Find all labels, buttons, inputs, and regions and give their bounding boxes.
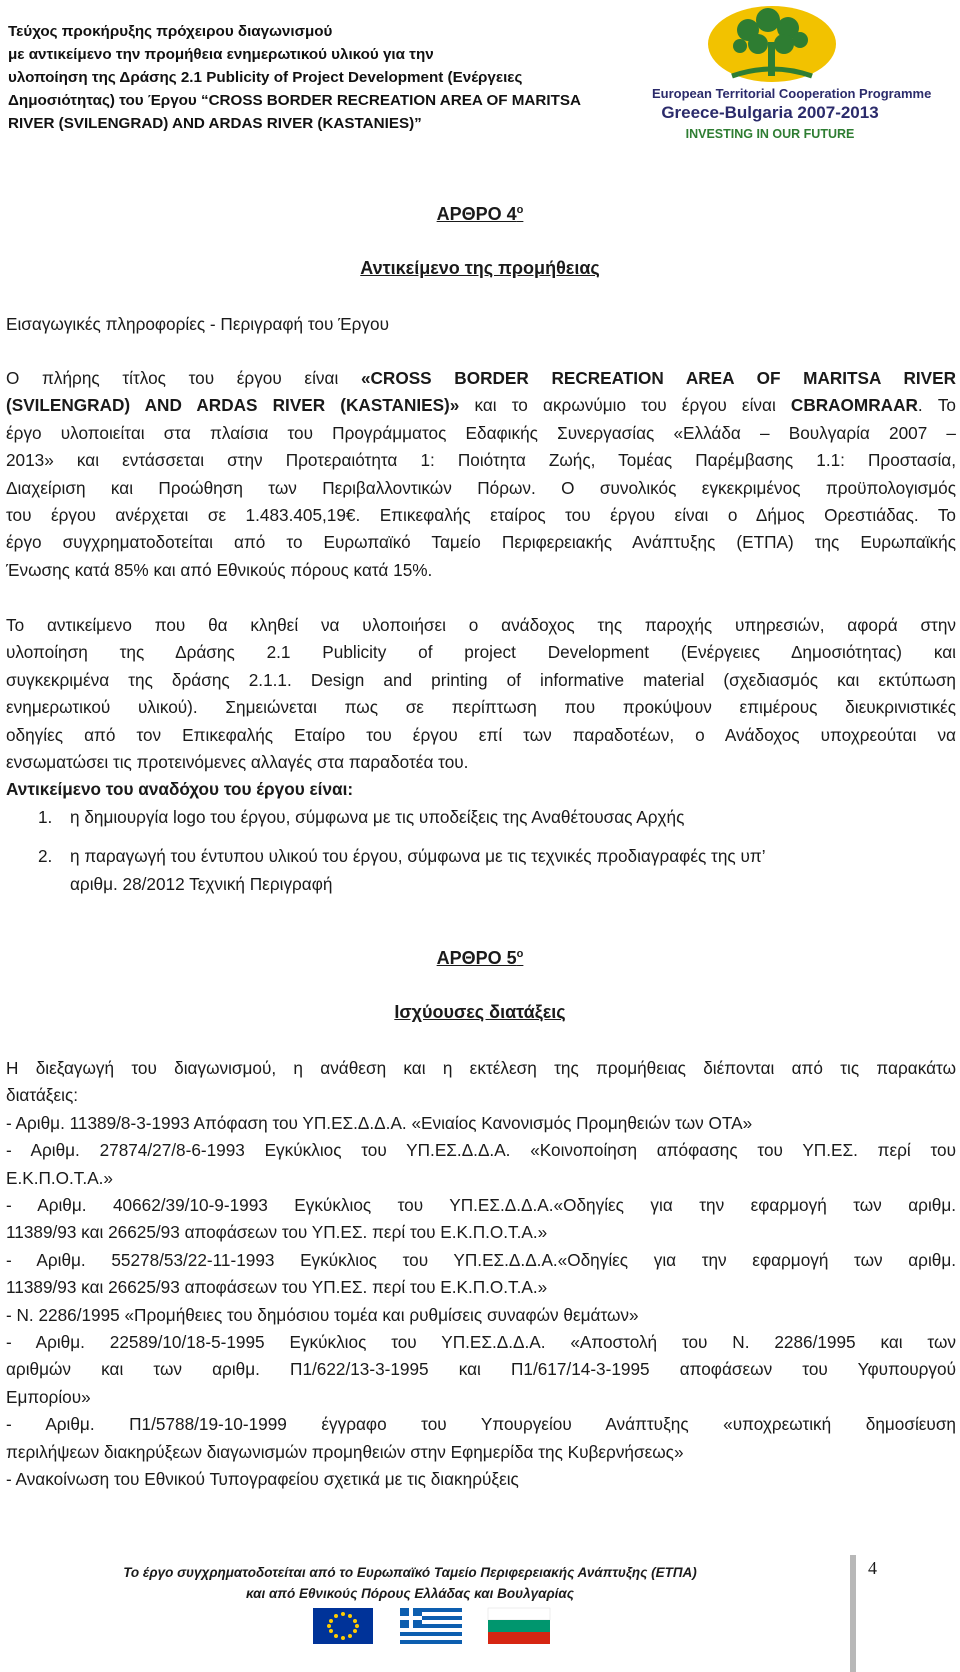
provision-line: διατάξεις: [6, 1085, 79, 1106]
contractor-subject-heading: Αντικείμενο του αναδόχου του έργου είναι: [6, 779, 354, 799]
footer-line-1: Το έργο συγχρηματοδοτείται από το Ευρωπαϊκό Ταμείο Περιφερειακής Ανάπτυξης (ΕΤΠΑ) [123, 1565, 697, 1580]
logo-line-1: European Territorial Cooperation Programme [652, 86, 932, 101]
subject-paragraph [6, 612, 956, 776]
article-5-heading-sup: ο [516, 948, 524, 960]
bulgaria-flag-icon [488, 1608, 550, 1644]
article-4-heading-text: ΑΡΘΡΟ 4 [436, 204, 517, 224]
footer-line-2: και από Εθνικούς Πόρους Ελλάδας και Βουλγαρίας [246, 1586, 574, 1601]
provision-line: - Αριθμ. 27874/27/8-6-1993 Εγκύκλιος του ΥΠ.ΕΣ.Δ.Δ.Α. «Κοινοποίηση απόφασης του ΥΠ.ΕΣ. περί του [6, 1140, 956, 1161]
provisions-list [6, 1055, 956, 1494]
logo-line-3: INVESTING IN OUR FUTURE [685, 127, 855, 141]
provision-line: - Ανακοίνωση του Εθνικού Τυπογραφείου σχετικά με τις διακηρύξεις [6, 1469, 519, 1490]
article-4-heading [0, 204, 960, 225]
greece-flag-icon [400, 1608, 462, 1644]
paragraph-line: έργο υλοποιείται στα πλαίσια του Προγράμματος Εδαφικής Συνεργασίας «Ελλάδα – Βουλγαρία 2007 – [6, 422, 956, 443]
programme-logo [652, 6, 932, 144]
provision-line: Ε.Κ.Π.Ο.Τ.Α.» [6, 1167, 113, 1188]
list-item-number: 1. [38, 807, 53, 827]
list-item-text: αριθμ. 28/2012 Τεχνική Περιγραφή [70, 873, 333, 894]
article-4-subheading: Αντικείμενο της προμήθειας [360, 258, 600, 278]
article-5-heading [0, 948, 960, 969]
logo-line-2: Greece-Bulgaria 2007-2013 [661, 103, 879, 122]
provision-line: αριθμών και των αριθμ. Π1/622/13-3-1995 και Π1/617/14-3-1995 αποφάσεων του Υφυπουργού [6, 1359, 956, 1380]
contractor-subject-list [6, 804, 956, 898]
paragraph-line: Ένωσης κατά 85% και από Εθνικούς πόρους κατά 15%. [6, 559, 433, 580]
list-item [6, 843, 956, 898]
paragraph-line: συγκεκριμένα της δράσης 2.1.1. Design and printing of informative material (σχεδιασμός και εκτύπωση [6, 669, 956, 690]
document-header-title [8, 20, 608, 135]
provision-line: 11389/93 και 26625/93 αποφάσεων του ΥΠ.ΕΣ. περί του Ε.Κ.Π.Ο.Τ.Α.» [6, 1222, 548, 1243]
list-item-text: η παραγωγή του έντυπου υλικού του έργου, σύμφωνα με τις τεχνικές προδιαγραφές της υπ’ [70, 846, 766, 867]
paragraph-line: Ο πλήρης τίτλος του έργου είναι «CROSS BORDER RECREATION AREA OF MARITSA RIVER [6, 368, 956, 388]
header-title-line: RIVER (SVILENGRAD) AND ARDAS RIVER (KASTANIES)” [8, 115, 422, 132]
project-description-paragraph [6, 365, 956, 584]
list-item-text: η δημιουργία logo του έργου, σύμφωνα με τις υποδείξεις της Αναθέτουσας Αρχής [70, 807, 685, 827]
header-title-line: υλοποίηση της Δράσης 2.1 Publicity of Project Development (Ενέργειες [8, 69, 523, 86]
provision-line: Η διεξαγωγή του διαγωνισμού, η ανάθεση και η εκτέλεση της προμήθειας διέπονται από τις παρακάτω [6, 1058, 956, 1078]
page-number: 4 [868, 1558, 877, 1578]
header-title-line: Δημοσιότητας) του Έργου “CROSS BORDER RECREATION AREA OF MARITSA [8, 92, 581, 109]
paragraph-line: ενημερωτικού υλικού). Σημειώνεται πως σε περίπτωση που προκύψουν επιμέρους διευκρινιστικές [6, 697, 956, 718]
provision-line: - Αριθμ. 22589/10/18-5-1995 Εγκύκλιος του ΥΠ.ΕΣ.Δ.Δ.Α. «Αποστολή του Ν. 2286/1995 και των [6, 1332, 956, 1353]
paragraph-line: 2013» και εντάσσεται στην Προτεραιότητα 1: Ποιότητα Ζωής, Τομέας Παρέμβασης 1.1: Προστασία, [6, 450, 956, 471]
footer-funding-note [0, 1562, 820, 1604]
eu-flag-icon [313, 1608, 373, 1644]
intro-label: Εισαγωγικές πληροφορίες - Περιγραφή του Έργου [6, 314, 389, 334]
provision-line: - Αριθμ. 55278/53/22-11-1993 Εγκύκλιος του ΥΠ.ΕΣ.Δ.Δ.Α.«Οδηγίες για την εφαρμογή των αριθμ. [6, 1249, 956, 1270]
paragraph-line: Διαχείριση και Προώθηση των Περιβαλλοντικών Πόρων. Ο συνολικός εγκεκριμένος προϋπολογισμός [6, 477, 956, 498]
provision-line: - Αριθμ. 40662/39/10-9-1993 Εγκύκλιος του ΥΠ.ΕΣ.Δ.Δ.Α.«Οδηγίες για την εφαρμογή των αριθμ. [6, 1195, 956, 1216]
article-4-heading-sup: ο [516, 204, 524, 216]
tree-logo-icon [688, 6, 848, 84]
article-5-heading-text: ΑΡΘΡΟ 5 [436, 948, 517, 968]
header-title-line: Τεύχος προκήρυξης πρόχειρου διαγωνισμού [8, 23, 333, 40]
footer-flags [310, 1606, 610, 1646]
paragraph-line: Το αντικείμενο που θα κληθεί να υλοποιήσει ο ανάδοχος της παροχής υπηρεσιών, αφορά στην [6, 615, 956, 635]
provision-line: - Αριθμ. 11389/8-3-1993 Απόφαση του ΥΠ.ΕΣ.Δ.Δ.Α. «Ενιαίος Κανονισμός Προμηθειών των ΟΤΑ» [6, 1112, 753, 1133]
paragraph-line: οδηγίες από τον Επικεφαλής Εταίρο του έργου επί των παραδοτέων, ο Ανάδοχος υποχρεούται να [6, 724, 956, 745]
list-item-number: 2. [38, 846, 53, 867]
paragraph-line: του έργου ανέρχεται σε 1.483.405,19€. Επικεφαλής εταίρος του έργου είναι ο Δήμος Ορεστιάδας. Το [6, 505, 956, 526]
header-title-line: με αντικείμενο την προμήθεια ενημερωτικού υλικού για την [8, 46, 434, 63]
paragraph-line: ενσωματώσει τις προτεινόμενες αλλαγές στα παραδοτέα του. [6, 752, 469, 773]
list-item [6, 804, 956, 831]
provision-line: περιλήψεων διακηρύξεων διαγωνισμών προμηθειών στην Εφημερίδα της Κυβερνήσεως» [6, 1441, 684, 1462]
provision-line: 11389/93 και 26625/93 αποφάσεων του ΥΠ.ΕΣ. περί του Ε.Κ.Π.Ο.Τ.Α.» [6, 1277, 548, 1298]
provision-line: - Ν. 2286/1995 «Προμήθειες του δημόσιου τομέα και ρυθμίσεις συναφών θεμάτων» [6, 1304, 639, 1325]
provision-line: Εμπορίου» [6, 1386, 91, 1407]
paragraph-line: υλοποίηση της Δράσης 2.1 Publicity of project Development (Ενέργειες Δημοσιότητας) και [6, 642, 956, 663]
article-5-subheading: Ισχύουσες διατάξεις [394, 1002, 566, 1022]
paragraph-line: (SVILENGRAD) AND ARDAS RIVER (KASTANIES)» και το ακρωνύμιο του έργου είναι CBRAOMRAAR. Το [6, 395, 956, 416]
paragraph-line: έργο συγχρηματοδοτείται από το Ευρωπαϊκό Ταμείο Περιφερειακής Ανάπτυξης (ΕΤΠΑ) της Ευρωπαϊκής [6, 532, 956, 553]
footer-divider [850, 1555, 856, 1672]
provision-line: - Αριθμ. Π1/5788/19-10-1999 έγγραφο του Υπουργείου Ανάπτυξης «υποχρεωτική δημοσίευση [6, 1414, 956, 1435]
